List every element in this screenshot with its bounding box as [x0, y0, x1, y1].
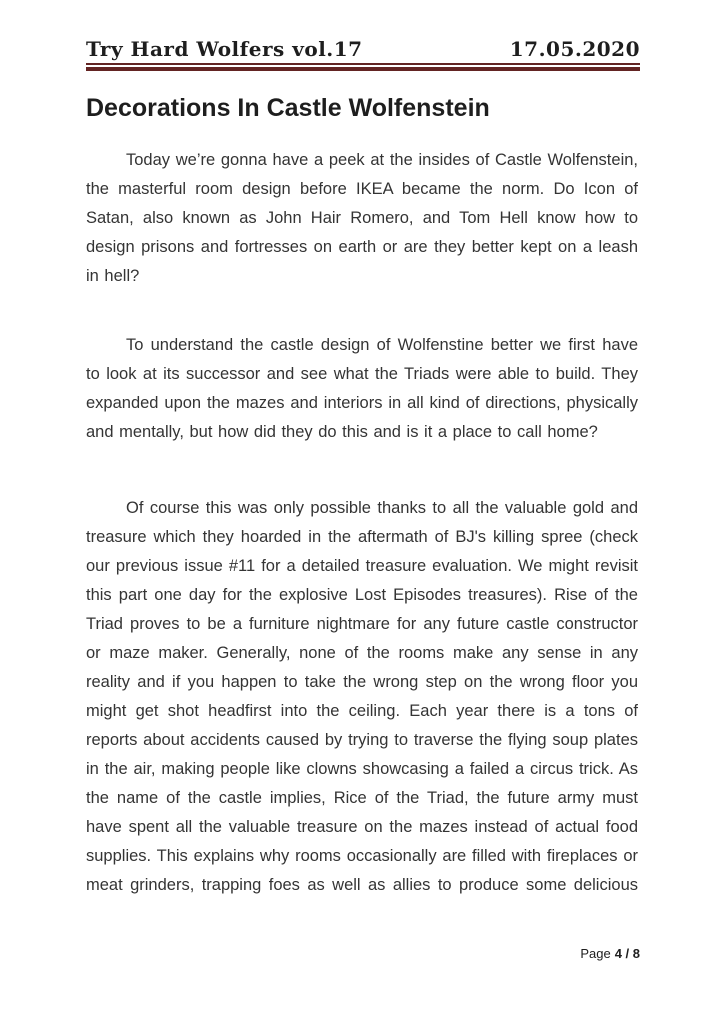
page-number-label: Page	[580, 946, 611, 961]
page-number-value: 4 / 8	[614, 946, 640, 961]
header-row	[86, 38, 640, 60]
divider-thick-line	[86, 67, 640, 71]
article-paragraph-1: Today we’re gonna have a peek at the insides of Castle Wolfenstein, the masterful room design before IKEA became the norm. Do Icon of Satan, also known as John Hair Romero, and Tom Hell know how to design prisons and fortresses on earth or are they better kept on a leash in hell?	[86, 151, 638, 285]
issue-date: 17.05.2020	[509, 37, 640, 61]
article-paragraph-3: Of course this was only possible thanks to all the valuable gold and treasure which they hoarded in the aftermath of BJ's killing spree (check our previous issue #11 for a detailed treasure evaluation. We might revisit this part one day for the explosive Lost Episodes treasures). Rise of the Triad proves to be a furniture nightmare for any future castle constructor or maze maker. Generally, none of the rooms make any sense in any reality and if you happen to take the wrong step on the wrong floor you might get shot headfirst into the ceiling. Each year there is a tons of reports about accidents caused by trying to traverse the flying soup plates in the air, making people like clowns showcasing a failed a circus trick. As the name of the castle implies, Rice of the Triad, the future army must have spent all the valuable treasure on the mazes instead of actual food supplies. This explains why rooms occasionally are filled with fireplaces or meat grinders, trapping foes as well as allies to produce some delicious	[86, 499, 638, 894]
newsletter-title: Try Hard Wolfers vol.17	[86, 37, 363, 61]
page-footer	[580, 946, 640, 962]
header-divider	[86, 63, 640, 71]
article-paragraph-2: To understand the castle design of Wolfenstine better we first have to look at its successor and see what the Triads were able to build. They expanded upon the mazes and interiors in all kind of directions, physically and mentally, but how did they do this and is it a place to call home?	[86, 336, 638, 441]
article-title: Decorations In Castle Wolfenstein	[86, 94, 490, 122]
article-body	[86, 94, 638, 900]
document-header	[86, 38, 640, 71]
